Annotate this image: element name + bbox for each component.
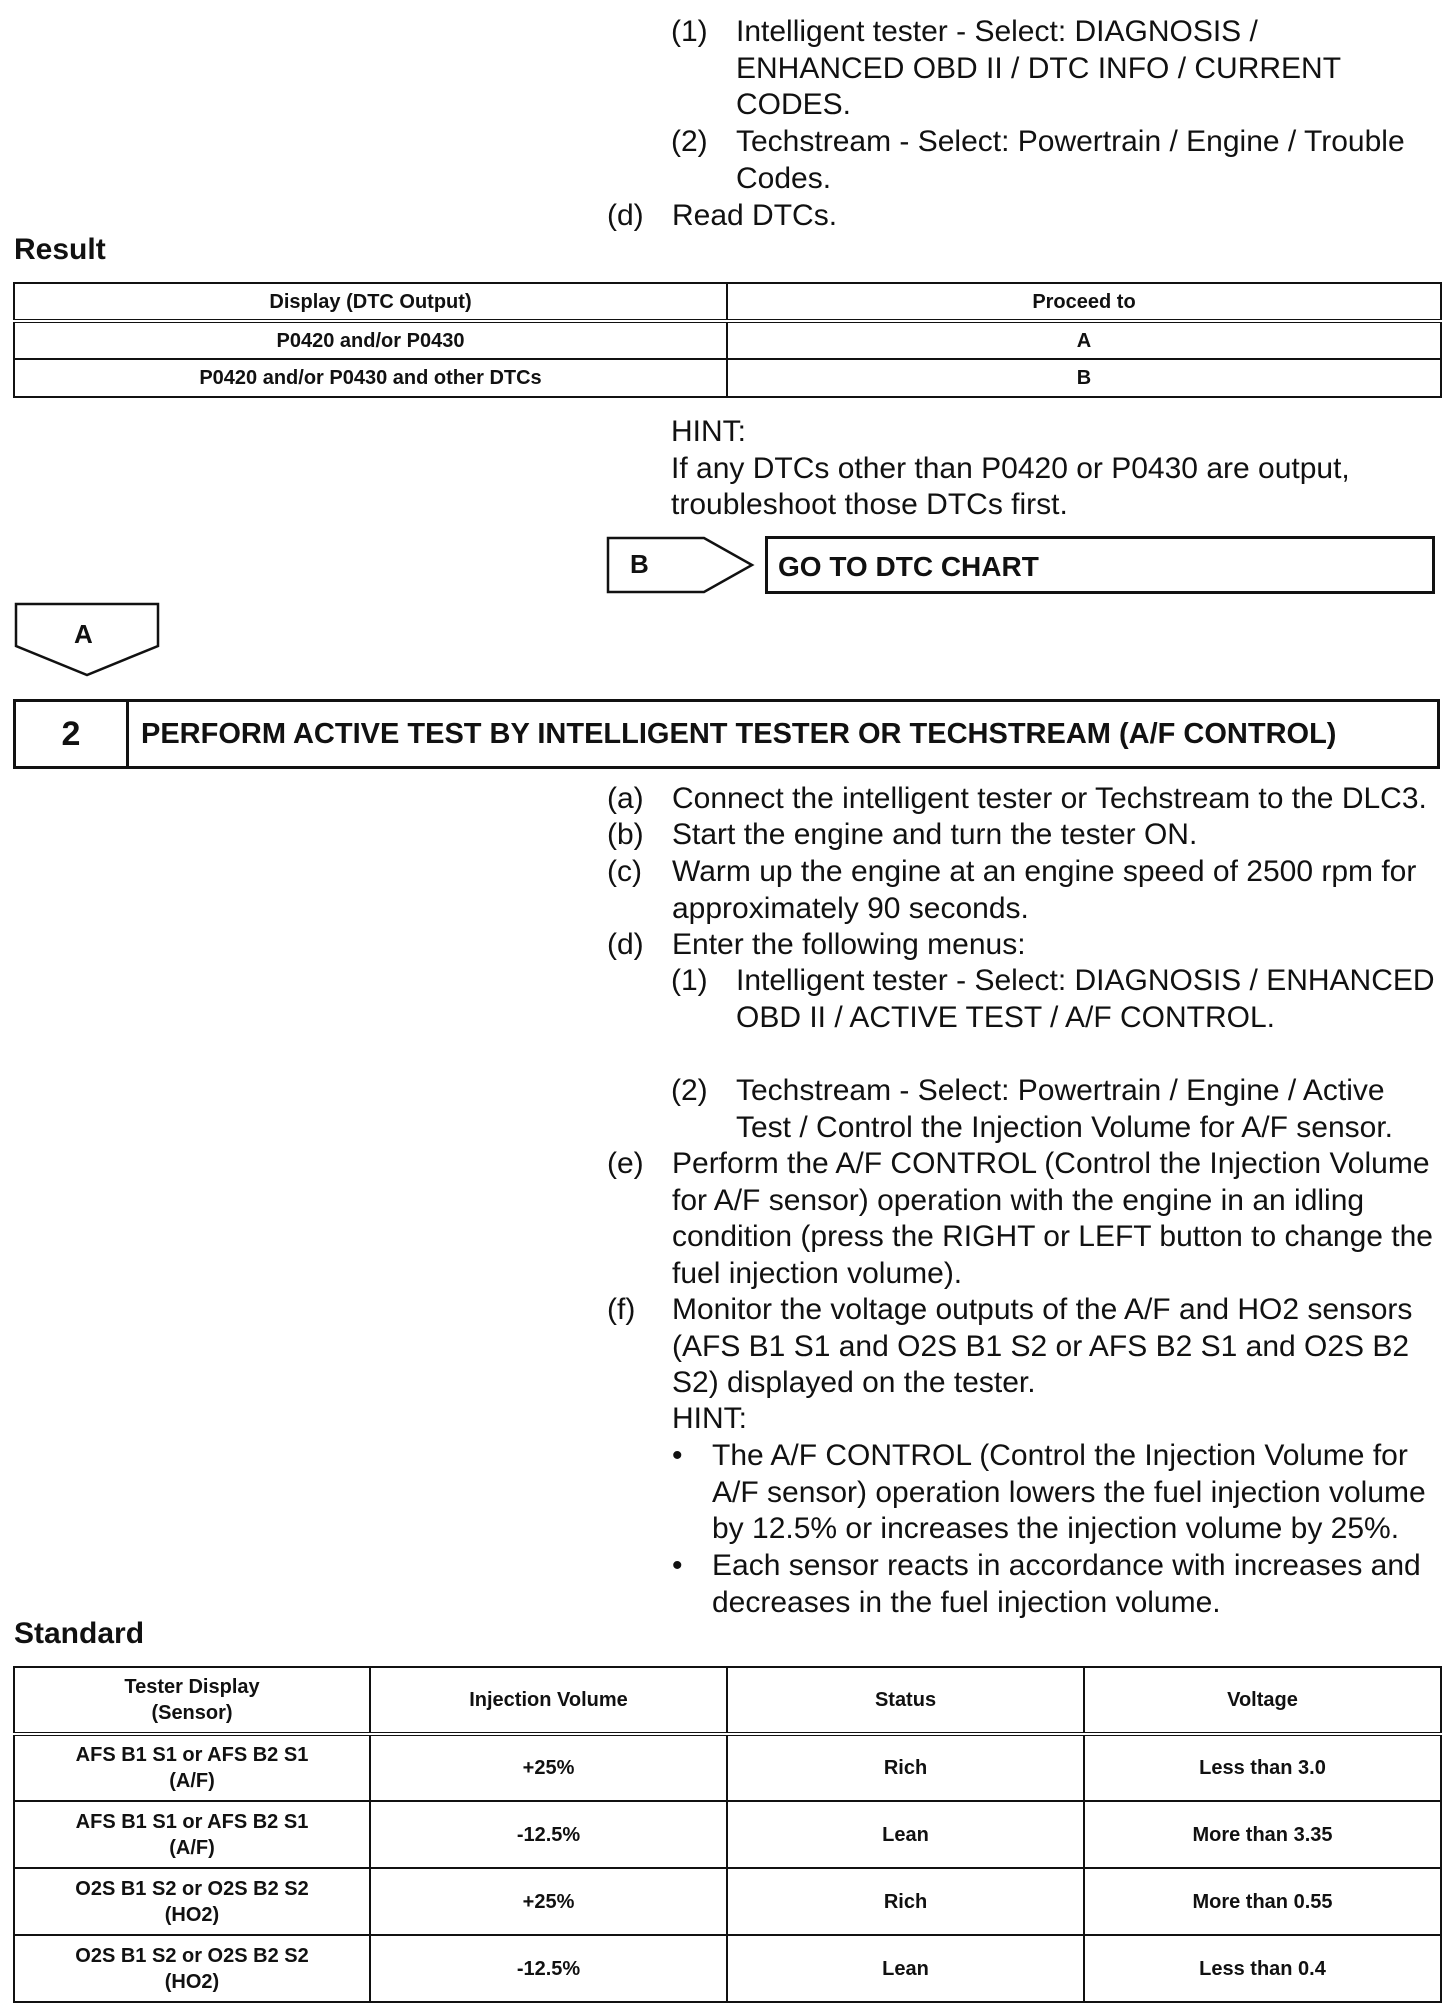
step-text: Techstream - Select: Powertrain / Engine / Active Test / Control the Injection Volume for A/F sensor.	[736, 1074, 1393, 1144]
table-cell-text: AFS B1 S1 or AFS B2 S1 (A/F)	[75, 1744, 309, 1792]
step-number: 2	[16, 702, 129, 766]
step-f	[607, 1292, 1447, 1402]
step-text: Monitor the voltage outputs of the A/F and HO2 sensors (AFS B1 S1 and O2S B1 S2 or AFS B2 S1 and O2S B2 S2) displayed on the tester.	[672, 1293, 1413, 1399]
table-cell: Less than 3.0	[1084, 1734, 1441, 1801]
table-row	[14, 321, 1441, 359]
step-text: Intelligent tester - Select: DIAGNOSIS / ENHANCED OBD II / DTC INFO / CURRENT CODES.	[736, 15, 1341, 121]
table-cell	[14, 1734, 370, 1801]
step-d1	[671, 963, 1441, 1036]
step-text: Enter the following menus:	[672, 928, 1026, 961]
go-to-dtc-chart-label: GO TO DTC CHART	[778, 551, 1039, 582]
standard-heading: Standard	[14, 1617, 145, 1650]
table-cell: Lean	[727, 1935, 1084, 2002]
step-label: (d)	[607, 199, 644, 232]
table-cell: P0420 and/or P0430	[14, 321, 727, 359]
step-d2	[671, 1073, 1441, 1146]
table-row	[14, 359, 1441, 397]
table-row	[14, 1801, 1441, 1868]
table-cell: -12.5%	[370, 1935, 727, 2002]
table-cell	[14, 1868, 370, 1935]
step-d	[607, 927, 1447, 964]
step-label: (1)	[671, 15, 708, 48]
table-header-row	[14, 283, 1441, 321]
result-heading: Result	[14, 233, 106, 266]
table-cell: Rich	[727, 1734, 1084, 1801]
step-title: PERFORM ACTIVE TEST BY INTELLIGENT TESTER OR TECHSTREAM (A/F CONTROL)	[141, 717, 1337, 750]
step-c1	[671, 14, 1431, 124]
hint-title: HINT:	[671, 415, 746, 448]
step-label: (2)	[671, 1074, 708, 1107]
table-header: Display (DTC Output)	[14, 283, 727, 321]
step-text: Perform the A/F CONTROL (Control the Injection Volume for A/F sensor) operation with the engine in an idling condition (press the RIGHT or LEFT button to change the fuel injection volume).	[672, 1147, 1433, 1290]
hint-bullet	[672, 1548, 1442, 1621]
bullet-text: The A/F CONTROL (Control the Injection Volume for A/F sensor) operation lowers the fuel injection volume by 12.5% or increases the injection volume by 25%.	[712, 1439, 1426, 1545]
step-label: (a)	[607, 782, 644, 815]
table-row	[14, 1734, 1441, 1801]
step-a	[607, 781, 1447, 818]
step-b	[607, 817, 1447, 854]
table-cell: +25%	[370, 1734, 727, 1801]
step-2-header	[13, 699, 1440, 769]
step-d	[607, 198, 1427, 235]
table-cell: A	[727, 321, 1441, 359]
table-cell	[14, 1801, 370, 1868]
table-cell: P0420 and/or P0430 and other DTCs	[14, 359, 727, 397]
bullet-icon: •	[672, 1549, 683, 1582]
hint-title: HINT:	[672, 1402, 747, 1435]
branch-b-label: B	[630, 549, 649, 579]
step-label: (e)	[607, 1147, 644, 1180]
step-text: Intelligent tester - Select: DIAGNOSIS / ENHANCED OBD II / ACTIVE TEST / A/F CONTROL.	[736, 964, 1435, 1034]
step-text: Read DTCs.	[672, 199, 838, 232]
table-cell	[14, 1935, 370, 2002]
table-header: Injection Volume	[370, 1667, 727, 1734]
go-to-dtc-chart-box[interactable]	[765, 536, 1435, 594]
table-cell: More than 0.55	[1084, 1868, 1441, 1935]
table-cell-text: O2S B1 S2 or O2S B2 S2 (HO2)	[75, 1944, 309, 1993]
table-row	[14, 1935, 1441, 2002]
step-text: Warm up the engine at an engine speed of 2500 rpm for approximately 90 seconds.	[672, 855, 1417, 925]
step-c	[607, 854, 1447, 927]
hint-text: If any DTCs other than P0420 or P0430 are output, troubleshoot those DTCs first.	[671, 451, 1350, 521]
step-label: (b)	[607, 818, 644, 851]
step-label: (c)	[607, 855, 642, 888]
branch-b-arrow	[606, 536, 756, 594]
step-label: (2)	[671, 125, 708, 158]
hint-block	[671, 414, 1431, 524]
table-header	[14, 1667, 370, 1734]
result-table	[13, 282, 1442, 398]
hint-bullet	[672, 1438, 1442, 1548]
table-cell: -12.5%	[370, 1801, 727, 1868]
table-header: Proceed to	[727, 283, 1441, 321]
table-cell-text: O2S B1 S2 or O2S B2 S2 (HO2)	[75, 1877, 309, 1926]
table-header-row	[14, 1667, 1441, 1734]
table-cell-text: AFS B1 S1 or AFS B2 S1 (A/F)	[75, 1810, 309, 1859]
table-cell: Rich	[727, 1868, 1084, 1935]
step-e	[607, 1146, 1447, 1292]
step-text: Connect the intelligent tester or Techstream to the DLC3.	[672, 782, 1427, 815]
step-c2	[671, 124, 1431, 197]
bullet-text: Each sensor reacts in accordance with increases and decreases in the fuel injection volume.	[712, 1549, 1421, 1619]
step-label: (d)	[607, 928, 644, 961]
standard-table	[13, 1666, 1442, 2003]
branch-a-label: A	[74, 619, 93, 649]
step-text: Start the engine and turn the tester ON.	[672, 818, 1198, 851]
table-header: Status	[727, 1667, 1084, 1734]
step-label: (f)	[607, 1293, 636, 1326]
table-cell: More than 3.35	[1084, 1801, 1441, 1868]
table-cell: B	[727, 359, 1441, 397]
table-header: Voltage	[1084, 1667, 1441, 1734]
table-cell: Less than 0.4	[1084, 1935, 1441, 2002]
table-cell: +25%	[370, 1868, 727, 1935]
table-cell: Lean	[727, 1801, 1084, 1868]
bullet-icon: •	[672, 1439, 683, 1472]
table-header-text: Tester Display (Sensor)	[124, 1676, 260, 1724]
step-text: Techstream - Select: Powertrain / Engine / Trouble Codes.	[736, 125, 1405, 195]
step-label: (1)	[671, 964, 708, 997]
table-row	[14, 1868, 1441, 1935]
